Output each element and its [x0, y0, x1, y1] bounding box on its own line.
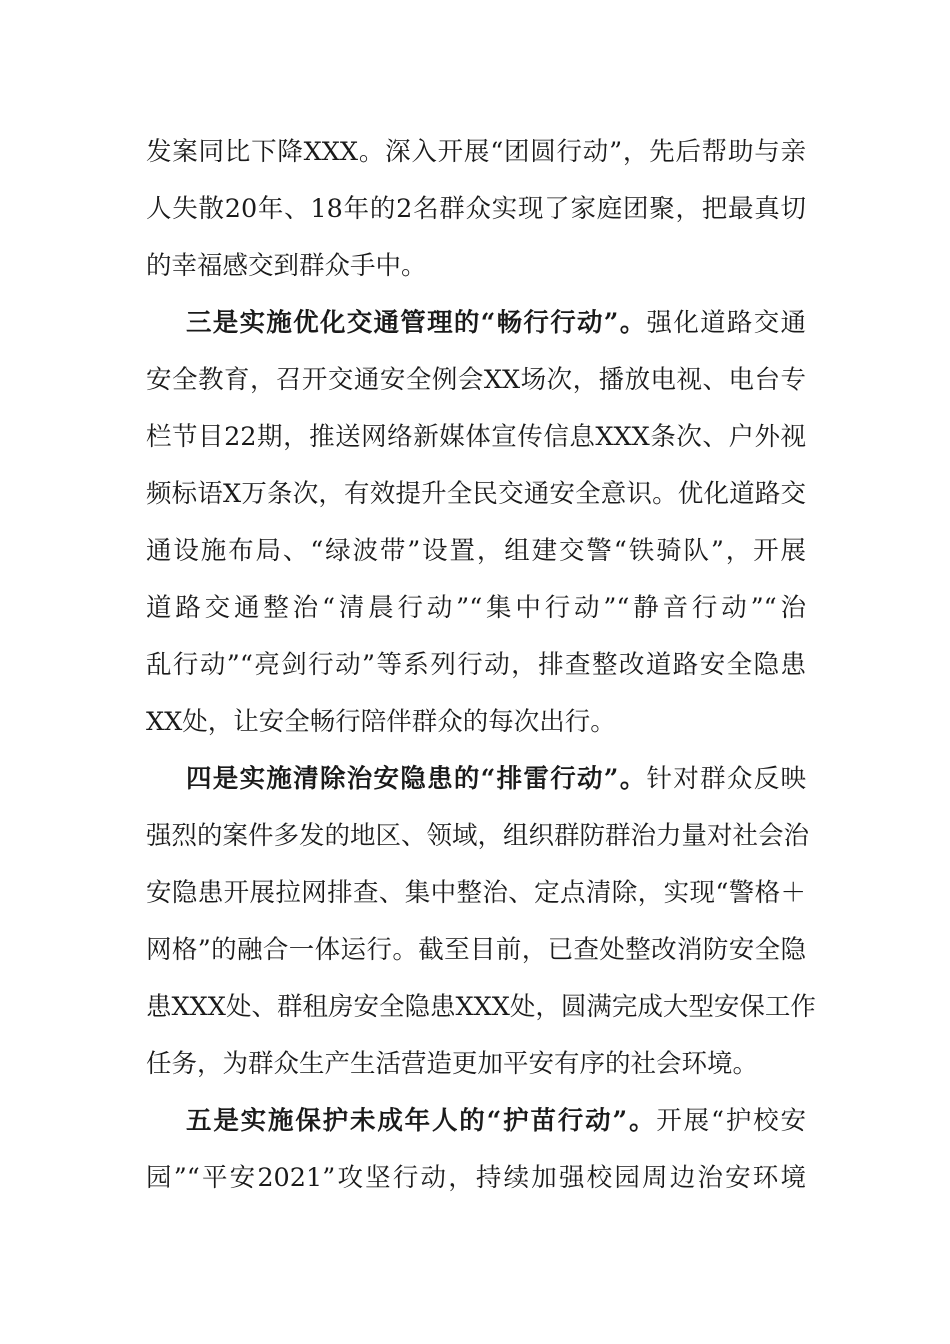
text-line: 强烈的案件多发的地区、领域，组织群防群治力量对社会治 — [146, 821, 810, 851]
text-line: XX处，让安全畅行陪伴群众的每次出行。 — [146, 707, 616, 737]
text-run: 开展“护校安 — [656, 1106, 806, 1136]
text-line: 乱行动”“亮剑行动”等系列行动，排查整改道路安全隐患 — [146, 650, 806, 680]
text-line: 栏节目22期，推送网络新媒体宣传信息XXX条次、户外视 — [146, 422, 806, 452]
paragraph-first-line — [146, 751, 806, 808]
text-line: 频标语X万条次，有效提升全民交通安全意识。优化道路交 — [146, 479, 806, 509]
text-run: 强化道路交通 — [646, 308, 806, 338]
text-line: 通设施布局、“绿波带”设置，组建交警“铁骑队”，开展 — [146, 536, 806, 566]
text-line: 网格”的融合一体运行。截至目前，已查处整改消防安全隐 — [146, 935, 806, 965]
document-page — [146, 124, 816, 1207]
paragraph-heading: 五是实施保护未成年人的“护苗行动”。 — [186, 1106, 657, 1136]
text-line: 安隐患开展拉网排查、集中整治、定点清除，实现“警格＋ — [146, 878, 806, 908]
text-line: 发案同比下降XXX。深入开展“团圆行动”，先后帮助与亲 — [146, 137, 806, 167]
text-line: 道路交通整治“清晨行动”“集中行动”“静音行动”“治 — [146, 593, 806, 623]
text-line: 任务，为群众生产生活营造更加平安有序的社会环境。 — [146, 1049, 759, 1079]
text-line: 园”“平安2021”攻坚行动，持续加强校园周边治安环境 — [146, 1163, 806, 1193]
paragraph-first-line — [146, 295, 806, 352]
text-run: 针对群众反映 — [646, 764, 806, 794]
paragraph-heading: 四是实施清除治安隐患的“排雷行动”。 — [186, 764, 647, 794]
text-line: 患XXX处、群租房安全隐患XXX处，圆满完成大型安保工作 — [146, 992, 816, 1022]
text-line: 安全教育，召开交通安全例会XX场次，播放电视、电台专 — [146, 365, 806, 395]
text-line: 人失散20年、18年的2名群众实现了家庭团聚，把最真切 — [146, 194, 806, 224]
paragraph-heading: 三是实施优化交通管理的“畅行行动”。 — [186, 308, 647, 338]
text-line: 的幸福感交到群众手中。 — [146, 251, 427, 281]
paragraph-first-line — [146, 1093, 806, 1150]
